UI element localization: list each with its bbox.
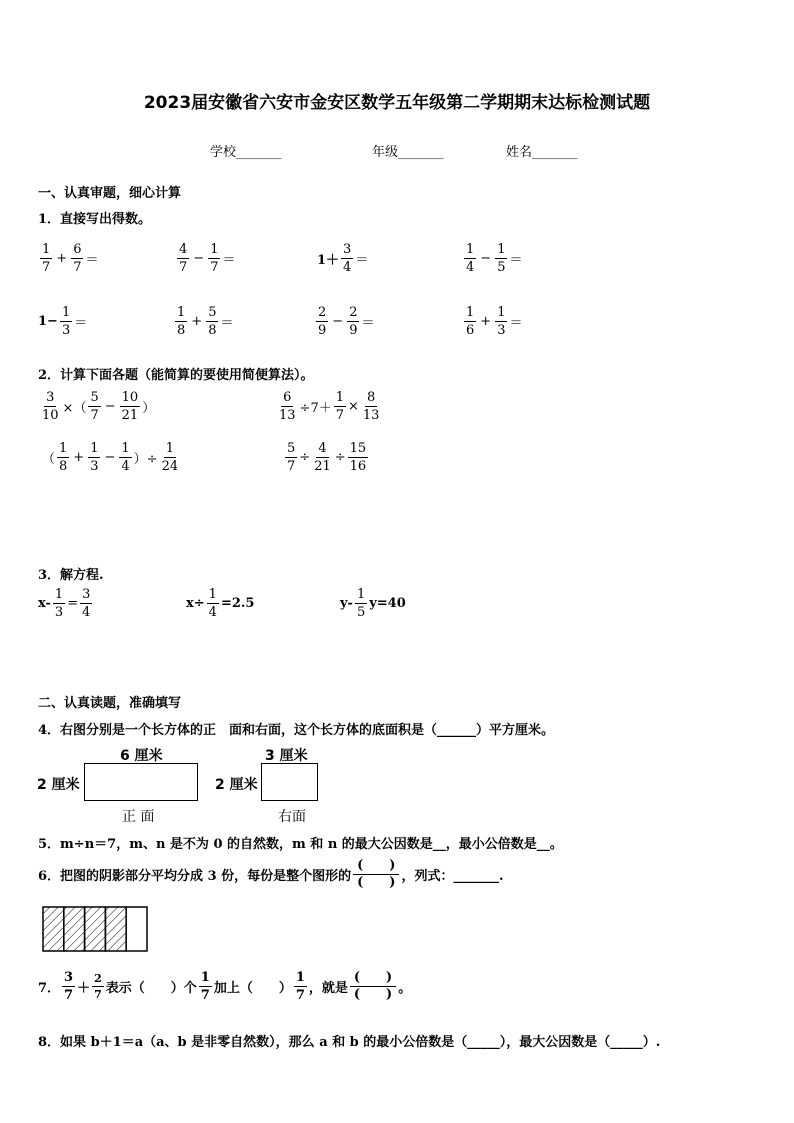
q6-text: 6．把图的阴影部分平均分成 3 份，每份是整个图形的 $\frac{( )}{( )}$ ，列式：_______. [38,858,504,891]
q1-item-7: $\frac{2}{9}$ − $\frac{2}{9}$ ＝ [318,305,375,338]
q2-expr-3: （ $\frac{1}{8}$ + $\frac{1}{3}$ − $\frac{1}{4}$ ）÷ $\frac{1}{24}$ [42,441,179,474]
school-field: 学校_______ [210,145,282,160]
front-face-rectangle [84,763,198,801]
name-field: 姓名_______ [506,145,578,160]
front-top-label: 6 厘米 [120,748,163,764]
front-left-label: 2 厘米 [37,777,80,793]
q2-label: 2．计算下面各题（能简算的要使用简便算法）。 [38,368,314,383]
q3-eq-3: y- $\frac{1}{5}$ y=40 [340,587,406,620]
front-bottom-label: 正 面 [122,809,155,825]
q2-expr-4: $\frac{5}{7}$ ÷ $\frac{4}{21}$ ÷ $\frac{15}{16}$ [287,441,367,474]
q6-shaded-figure [42,906,148,952]
q2-expr-1: $\frac{3}{10}$ ×（ $\frac{5}{7}$ − $\frac{10}{21}$ ） [42,390,156,423]
section1-heading: 一、认真审题，细心计算 [38,186,182,201]
q1-item-8: $\frac{1}{6}$ + $\frac{1}{3}$ ＝ [466,305,523,338]
q1-item-1: $\frac{1}{7}$ + $\frac{6}{7}$ ＝ [42,242,99,275]
q5-text: 5．m÷n＝7，m、n 是不为 0 的自然数，m 和 n 的最大公因数是__，最小公倍数是__。 [38,837,563,852]
q8-text: 8．如果 b＋1＝a（a、b 是非零自然数），那么 a 和 b 的最小公倍数是（_____），最大公因数是（_____）. [38,1035,661,1050]
shaded-cell [64,907,85,951]
q3-eq-2: x÷ $\frac{1}{4}$ =2.5 [186,587,255,620]
q2-expr-2: $\frac{6}{13}$ ÷7＋ $\frac{1}{7}$ × $\frac{8}{13}$ [279,390,380,423]
q3-eq-1: x- $\frac{1}{3}$ = $\frac{3}{4}$ [38,587,91,620]
section2-heading: 二、认真读题，准确填写 [38,696,182,711]
shaded-cell [85,907,106,951]
right-left-label: 2 厘米 [215,777,258,793]
q4-text: 4．右图分别是一个长方体的正 面和右面，这个长方体的底面积是（______）平方厘米。 [38,723,555,738]
right-top-label: 3 厘米 [265,748,308,764]
q3-label: 3．解方程. [38,568,104,583]
q1-item-4: $\frac{1}{4}$ − $\frac{1}{5}$ ＝ [466,242,523,275]
unshaded-cell [126,907,147,951]
q1-item-6: $\frac{1}{8}$ + $\frac{5}{8}$ ＝ [177,305,234,338]
right-bottom-label: 右面 [278,809,306,825]
q1-item-2: $\frac{4}{7}$ − $\frac{1}{7}$ ＝ [179,242,236,275]
q1-item-3: 1＋ $\frac{3}{4}$ ＝ [317,242,369,275]
grade-field: 年级_______ [372,145,444,160]
q1-label: 1．直接写出得数。 [38,212,152,227]
q7-text: 7． $\frac{3}{7}$ ＋ $\frac{2}{7}$ 表示（ ）个 $\frac{1}{7}$ 加上（ ） $\frac{1}{7}$ ，就是 $\frac{( )}{( )}$ 。 [38,970,412,1004]
shaded-cell [105,907,126,951]
shaded-cell [43,907,64,951]
right-face-rectangle [261,763,318,801]
q1-item-5: 1− $\frac{1}{3}$ ＝ [38,305,88,338]
page-title: 2023届安徽省六安市金安区数学五年级第二学期期末达标检测试题 [143,93,651,113]
